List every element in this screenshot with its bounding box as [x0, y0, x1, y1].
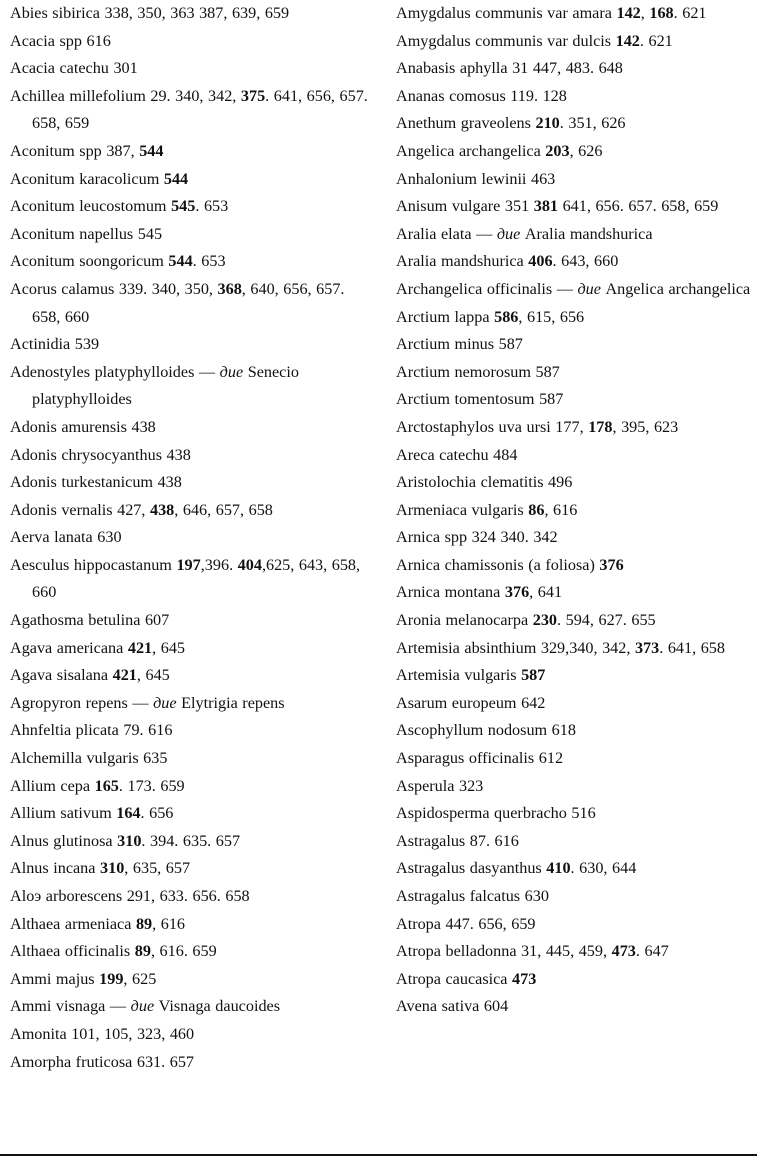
entry-text: , 635, 657	[124, 859, 191, 878]
page-ref-bold: 438	[149, 500, 175, 519]
cross-ref-word: дие	[219, 362, 244, 381]
entry-text: Asparagus officinalis 612	[396, 749, 564, 768]
entry-text: Aconitum napellus 545	[10, 224, 163, 243]
entry-text: , 616	[544, 500, 578, 519]
bottom-rule	[0, 1154, 757, 1156]
entry-text: Archangelica officinalis —	[396, 279, 578, 298]
entry-text: Astragalus falcatus 630	[396, 887, 549, 905]
entry-text: , 395, 623	[612, 417, 679, 436]
entry-text: Anethum graveolens	[396, 114, 536, 133]
entry-text: Aralia mandshurica	[396, 252, 529, 271]
entry-text: Achillea millefolium 29. 340, 342,	[10, 86, 241, 105]
entry-text: Arctium minus 587	[396, 335, 523, 354]
index-column-left	[10, 0, 372, 1076]
page-ref-bold: 86	[528, 500, 545, 519]
entry-text: Artemisia vulgaris	[396, 666, 522, 685]
entry-text: Arctium tomentosum 587	[396, 390, 564, 409]
entry-text: Agathosma betulina 607	[10, 611, 170, 630]
index-entry	[396, 442, 755, 470]
page-ref-bold: 375	[240, 86, 266, 105]
page-ref-bold: 210	[535, 114, 560, 133]
index-entry	[396, 635, 755, 663]
index-entry	[10, 469, 372, 497]
entry-text: Allium cepa	[10, 776, 95, 795]
entry-text: Ahnfeltia plicata 79. 616	[10, 721, 173, 740]
entry-text: Artemisia absinthium 329,340, 342,	[396, 638, 635, 657]
entry-text: . 621	[673, 4, 707, 22]
index-entry	[396, 662, 755, 690]
entry-text: Aconitum spp 387,	[10, 141, 140, 160]
entry-text: Visnaga daucoides	[154, 997, 281, 1016]
entry-text: . 351, 626	[559, 114, 626, 133]
index-entry	[10, 662, 372, 690]
entry-text: Ascophyllum nodosum 618	[396, 721, 576, 740]
index-entry	[396, 221, 755, 249]
index-entry	[396, 524, 755, 552]
index-entry	[396, 745, 755, 773]
entry-text: Arctium lappa	[396, 307, 495, 326]
entry-text: ,625, 643, 658, 660	[32, 555, 361, 602]
entry-text: , 646, 657, 658	[174, 500, 273, 519]
index-entry	[396, 138, 755, 166]
index-entry	[10, 690, 372, 718]
index-entry	[10, 138, 372, 166]
index-entry	[396, 883, 755, 911]
entry-text: Astragalus dasyanthus	[396, 859, 547, 878]
entry-text: . 653	[192, 252, 226, 271]
index-entry	[10, 607, 372, 635]
index-entry	[10, 276, 372, 331]
entry-text: Acorus calamus 339. 340, 350,	[10, 279, 218, 298]
entry-text: Arctostaphylos uva ursi 177,	[396, 417, 589, 436]
page-ref-bold: 406	[528, 252, 553, 271]
entry-text: , 641	[529, 583, 563, 602]
page-ref-bold: 544	[139, 141, 164, 160]
page-ref-bold: 404	[237, 555, 262, 574]
index-entry	[10, 635, 372, 663]
entry-text: Senecio platyphylloides	[32, 362, 299, 409]
index-entry	[10, 828, 372, 856]
entry-text: , 625	[123, 969, 157, 988]
entry-text: Angelica archangelica	[600, 279, 751, 298]
entry-text: Aronia melanocarpa	[396, 611, 533, 630]
page-ref-bold: 587	[521, 666, 546, 685]
index-entry	[10, 414, 372, 442]
entry-text: Aconitum soongoricum	[10, 252, 169, 271]
page-ref-bold: 368	[217, 279, 242, 298]
page-ref-bold: 473	[512, 969, 537, 988]
index-entry	[10, 28, 372, 56]
entry-text: . 173. 659	[118, 776, 185, 795]
index-entry	[396, 690, 755, 718]
index-entry	[10, 773, 372, 801]
cross-ref-word: дие	[577, 279, 601, 298]
entry-text: Avena sativa 604	[396, 997, 509, 1016]
page-ref-bold: 410	[546, 859, 571, 878]
index-entry	[10, 800, 372, 828]
page-ref-bold: 164	[116, 804, 141, 823]
entry-text: . 394. 635. 657	[141, 831, 241, 850]
index-entry	[10, 359, 372, 414]
index-entry	[396, 276, 755, 304]
index-entry	[10, 331, 372, 359]
index-entry	[396, 800, 755, 828]
entry-text: . 647	[635, 942, 669, 961]
page-ref-bold: 89	[135, 914, 153, 933]
entry-text: Areca catechu 484	[396, 445, 518, 464]
entry-text: Atropa 447. 656, 659	[396, 914, 536, 933]
cross-ref-word: дие	[496, 224, 521, 243]
index-entry	[396, 386, 755, 414]
index-entry	[396, 28, 755, 56]
cross-ref-word: дие	[130, 997, 155, 1016]
page-ref-bold: 586	[494, 307, 519, 326]
page-ref-bold: 199	[99, 969, 124, 988]
entry-text: Ammi majus	[10, 969, 100, 988]
entry-text: Aerva lanata 630	[10, 528, 122, 547]
page-ref-bold: 230	[532, 611, 558, 630]
index-entry	[10, 55, 372, 83]
entry-text: ,396.	[200, 555, 238, 574]
entry-text: Alnus incana	[10, 859, 101, 878]
entry-text: . 643, 660	[552, 252, 619, 271]
entry-text: , 615, 656	[518, 307, 585, 326]
entry-text: Asarum europeum 642	[396, 693, 546, 712]
entry-text: , 616	[152, 914, 185, 933]
entry-text: Adonis amurensis 438	[10, 417, 156, 436]
page-ref-bold: 142	[616, 4, 641, 22]
entry-text: Amorpha fruticosa 631. 657	[10, 1052, 195, 1071]
index-entry	[396, 966, 755, 994]
entry-text: Anisum vulgare 351	[396, 197, 534, 216]
page-ref-bold: 376	[504, 583, 530, 602]
index-entry	[10, 442, 372, 470]
entry-text: Arnica montana	[396, 583, 505, 602]
index-entry	[396, 0, 755, 28]
page-ref-bold: 168	[649, 4, 674, 22]
entry-text: Ananas comosus 119. 128	[396, 86, 567, 105]
index-entry	[10, 855, 372, 883]
entry-text: Aloэ arborescens 291, 633. 656. 658	[10, 887, 250, 905]
page-ref-bold: 178	[588, 417, 613, 436]
index-entry	[396, 993, 755, 1021]
entry-text: Agropyron repens —	[10, 693, 154, 712]
index-entry	[10, 248, 372, 276]
index-entry	[396, 497, 755, 525]
index-entry	[396, 828, 755, 856]
page-ref-bold: 473	[611, 942, 636, 961]
entry-text: , 640, 656, 657. 658, 660	[32, 279, 345, 326]
entry-text: Arnica spp 324 340. 342	[396, 528, 558, 547]
entry-text: Alnus glutinosa	[10, 831, 118, 850]
entry-text: Actinidia 539	[10, 335, 100, 354]
entry-text: . 653	[195, 197, 229, 216]
index-entry	[10, 497, 372, 525]
index-entry	[396, 855, 755, 883]
entry-text: Arnica chamissonis (a foliosa)	[396, 555, 600, 574]
entry-text: , 616. 659	[150, 942, 217, 961]
page-ref-bold: 381	[533, 197, 559, 216]
page-ref-bold: 310	[117, 831, 142, 850]
entry-text: Alchemilla vulgaris 635	[10, 749, 168, 768]
entry-text: Adonis turkestanicum 438	[10, 473, 182, 492]
index-entry	[396, 414, 755, 442]
index-column-right	[396, 0, 755, 1021]
entry-text: , 626	[569, 141, 603, 160]
entry-text: Asperula 323	[396, 776, 484, 795]
entry-text: 641, 656. 657. 658, 659	[558, 197, 719, 216]
index-entry	[10, 883, 372, 911]
entry-text: , 645	[152, 638, 185, 657]
entry-text: Adenostyles platyphylloides —	[10, 362, 220, 381]
index-entry	[396, 248, 755, 276]
entry-text: Arctium nemorosum 587	[396, 362, 560, 381]
index-entry	[396, 193, 755, 221]
index-entry	[396, 110, 755, 138]
page-ref-bold: 544	[168, 252, 193, 271]
entry-text: Amygdalus communis var amara	[396, 4, 617, 22]
index-entry	[10, 717, 372, 745]
page-ref-bold: 142	[615, 31, 640, 50]
index-entry	[396, 331, 755, 359]
entry-text: Astragalus 87. 616	[396, 831, 519, 850]
entry-text: . 630, 644	[570, 859, 637, 878]
index-entry	[396, 166, 755, 194]
index-entry	[396, 717, 755, 745]
index-entry	[396, 304, 755, 332]
entry-text: Aconitum leucostomum	[10, 197, 172, 216]
index-entry	[10, 193, 372, 221]
index-entry	[396, 607, 755, 635]
entry-text: Aspidosperma querbracho 516	[396, 804, 596, 823]
entry-text: . 641, 656, 657. 658, 659	[32, 86, 368, 133]
entry-text: . 641, 658	[659, 638, 725, 657]
entry-text: Althaea armeniaca	[10, 914, 136, 933]
index-entry	[10, 993, 372, 1021]
index-entry	[10, 0, 372, 28]
page-ref-bold: 310	[100, 859, 125, 878]
entry-text: Aralia mandshurica	[520, 224, 653, 243]
entry-text: Elytrigia repens	[176, 693, 285, 712]
entry-text: Ammi visnaga —	[10, 997, 131, 1016]
page-ref-bold: 89	[134, 942, 151, 961]
index-entry	[396, 359, 755, 387]
entry-text: Aristolochia clematitis 496	[396, 473, 573, 492]
entry-text: Aralia elata —	[396, 224, 497, 243]
index-entry	[10, 83, 372, 138]
index-entry	[396, 83, 755, 111]
index-entry	[396, 469, 755, 497]
entry-text: . 621	[639, 31, 673, 50]
index-entry	[396, 911, 755, 939]
index-entry	[10, 1021, 372, 1049]
entry-text: . 594, 627. 655	[557, 611, 656, 630]
entry-text: Aconitum karacolicum	[10, 169, 164, 188]
index-entry	[396, 55, 755, 83]
entry-text: Anhalonium lewinii 463	[396, 169, 556, 188]
page-ref-bold: 421	[127, 638, 153, 657]
entry-text: Amonita 101, 105, 323, 460	[10, 1024, 195, 1043]
entry-text: Agava americana	[10, 638, 128, 657]
entry-text: Atropa caucasica	[396, 969, 513, 988]
index-entry	[396, 552, 755, 580]
entry-text: Acacia spp 616	[10, 31, 111, 50]
page-ref-bold: 165	[94, 776, 119, 795]
page-ref-bold: 197	[176, 555, 201, 574]
index-entry	[10, 166, 372, 194]
entry-text: , 645	[136, 666, 170, 685]
entry-text: Adonis vernalis 427,	[10, 500, 150, 519]
index-entry	[10, 745, 372, 773]
entry-text: Althaea officinalis	[10, 942, 135, 961]
index-entry	[396, 579, 755, 607]
index-entry	[10, 524, 372, 552]
page-ref-bold: 421	[112, 666, 137, 685]
entry-text: Adonis chrysocyanthus 438	[10, 445, 191, 464]
page-ref-bold: 373	[634, 638, 660, 657]
index-entry	[396, 773, 755, 801]
entry-text: Agava sisalana	[10, 666, 113, 685]
entry-text: ,	[640, 4, 650, 22]
entry-text: Anabasis aphylla 31 447, 483. 648	[396, 59, 623, 78]
index-entry	[396, 938, 755, 966]
index-entry	[10, 938, 372, 966]
entry-text: Abies sibirica 338, 350, 363 387, 639, 659	[10, 4, 290, 22]
index-entry	[10, 911, 372, 939]
index-entry	[10, 221, 372, 249]
entry-text: Angelica archangelica	[396, 141, 546, 160]
entry-text: Armeniaca vulgaris	[396, 500, 529, 519]
index-entry	[10, 552, 372, 607]
entry-text: Allium sativum	[10, 804, 117, 823]
page-ref-bold: 376	[599, 555, 624, 574]
index-entry	[10, 1049, 372, 1077]
index-entry	[10, 966, 372, 994]
page-ref-bold: 544	[163, 169, 189, 188]
entry-text: Acacia catechu 301	[10, 59, 138, 78]
page-ref-bold: 545	[171, 197, 196, 216]
cross-ref-word: дие	[153, 693, 177, 712]
entry-text: . 656	[140, 804, 174, 823]
entry-text: Atropa belladonna 31, 445, 459,	[396, 942, 612, 961]
entry-text: Aesculus hippocastanum	[10, 555, 177, 574]
page-ref-bold: 203	[545, 141, 570, 160]
entry-text: Amygdalus communis var dulcis	[396, 31, 616, 50]
